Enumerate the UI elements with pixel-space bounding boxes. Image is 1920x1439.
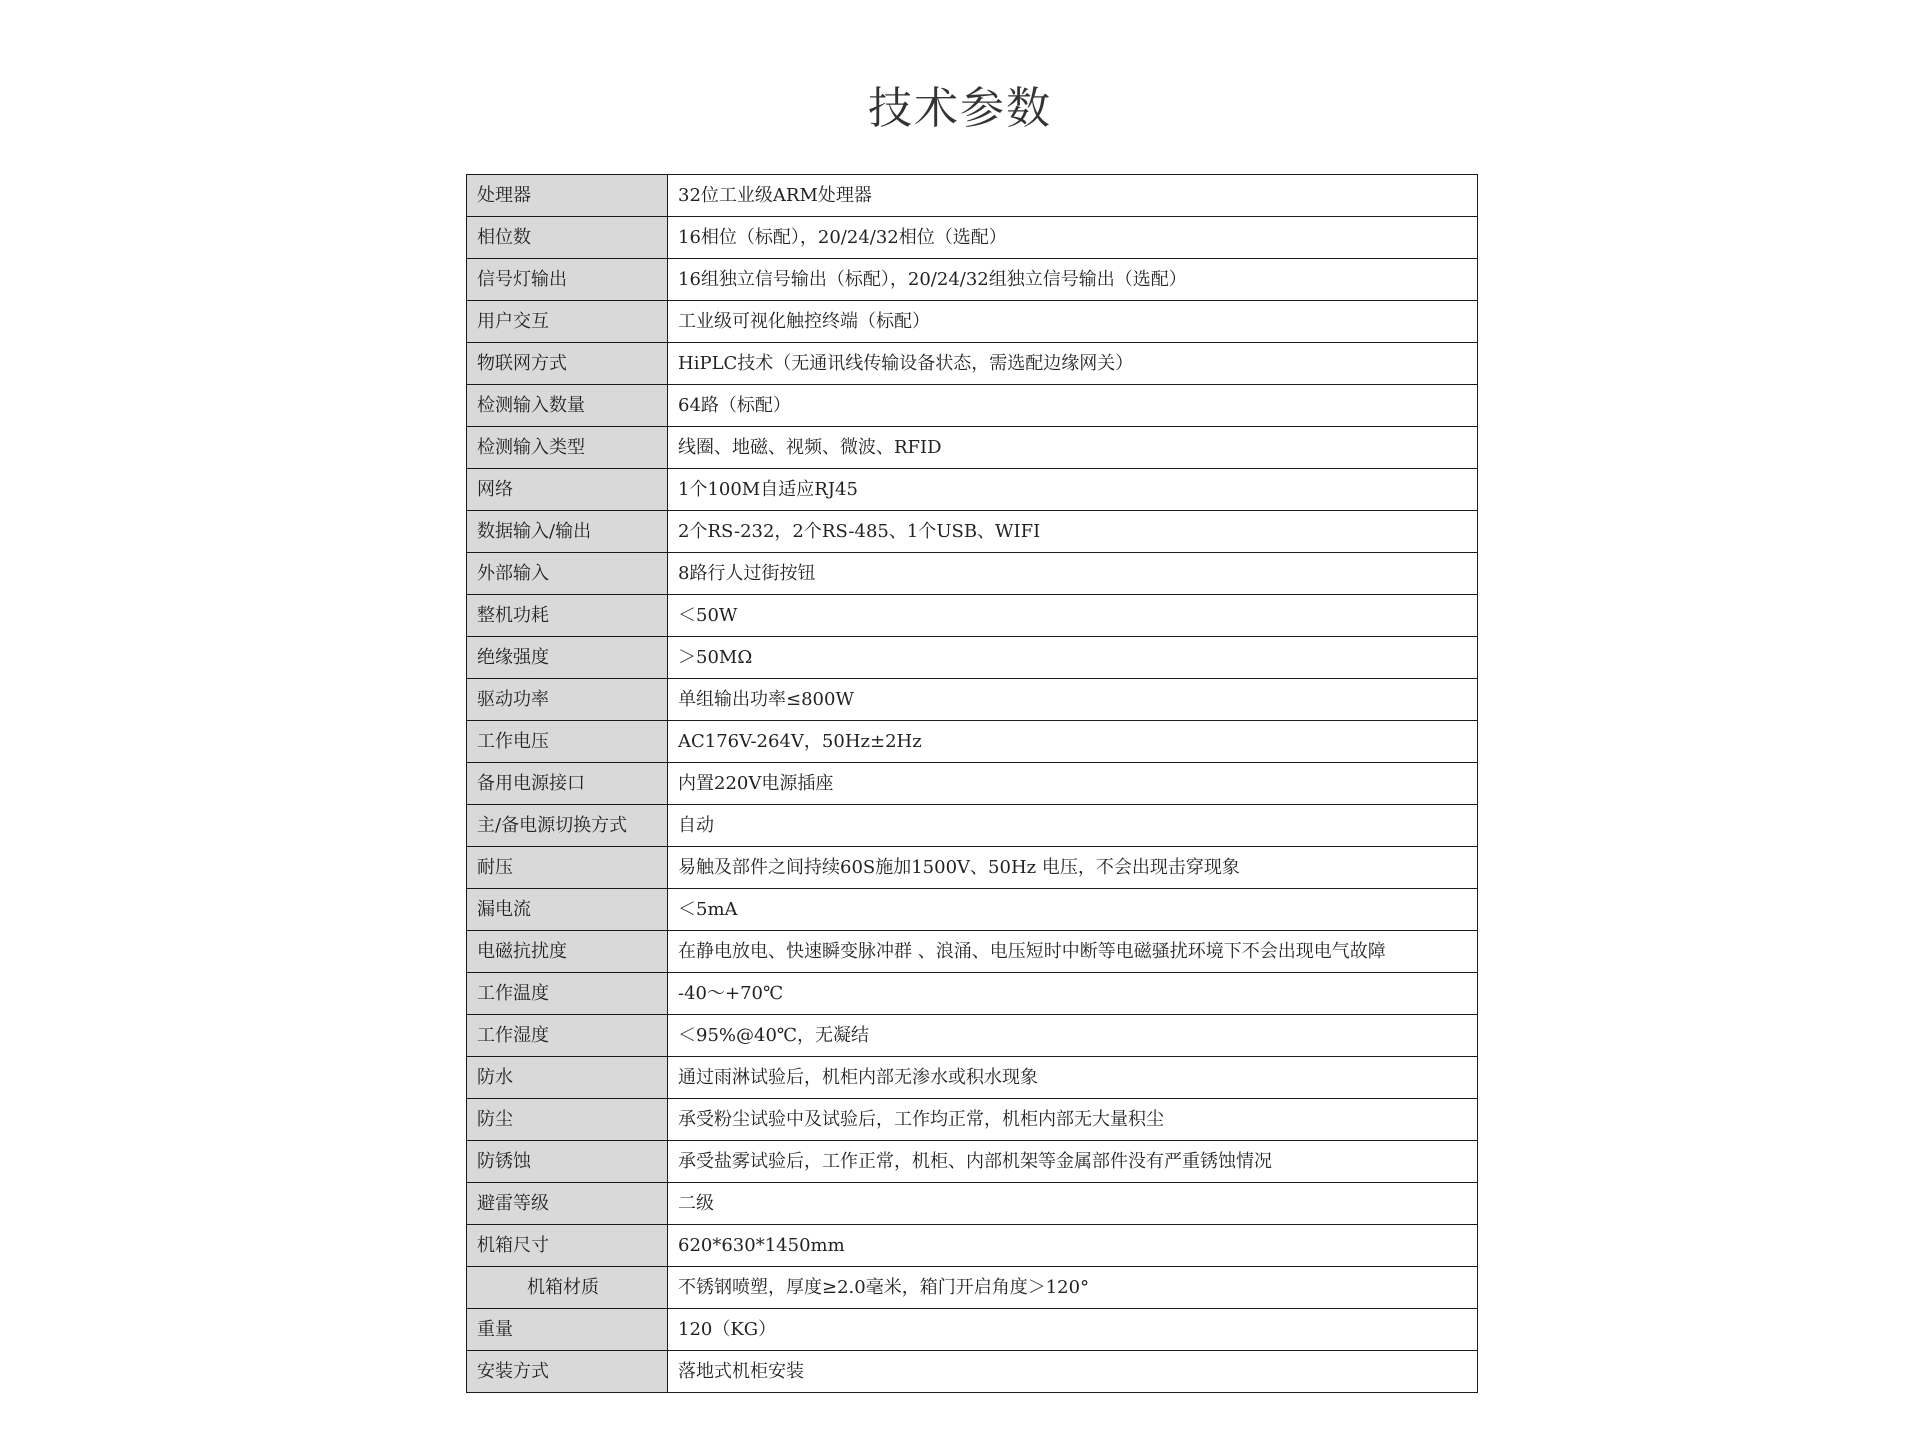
table-row	[467, 1057, 1478, 1099]
table-row	[467, 427, 1478, 469]
row-label: 信号灯输出	[467, 259, 668, 301]
row-label: 备用电源接口	[467, 763, 668, 805]
row-value: -40～+70℃	[668, 973, 1478, 1015]
table-row	[467, 343, 1478, 385]
row-label: 工作电压	[467, 721, 668, 763]
row-label: 数据输入/输出	[467, 511, 668, 553]
row-label: 工作温度	[467, 973, 668, 1015]
row-value: 落地式机柜安装	[668, 1351, 1478, 1393]
page-title: 技术参数	[868, 83, 1052, 134]
row-label: 耐压	[467, 847, 668, 889]
row-value: 2个RS-232，2个RS-485、1个USB、WIFI	[668, 511, 1478, 553]
row-value: 620*630*1450mm	[668, 1225, 1478, 1267]
row-value: HiPLC技术（无通讯线传输设备状态，需选配边缘网关）	[668, 343, 1478, 385]
row-label: 检测输入类型	[467, 427, 668, 469]
row-label: 漏电流	[467, 889, 668, 931]
row-label: 驱动功率	[467, 679, 668, 721]
table-row	[467, 385, 1478, 427]
table-row	[467, 889, 1478, 931]
table-row	[467, 1183, 1478, 1225]
row-label: 电磁抗扰度	[467, 931, 668, 973]
table-row	[467, 1267, 1478, 1309]
row-value: 不锈钢喷塑，厚度≥2.0毫米，箱门开启角度＞120°	[668, 1267, 1478, 1309]
row-value: ＞50MΩ	[668, 637, 1478, 679]
row-label: 安装方式	[467, 1351, 668, 1393]
row-value: 120（KG）	[668, 1309, 1478, 1351]
table-row	[467, 1015, 1478, 1057]
row-value: 8路行人过街按钮	[668, 553, 1478, 595]
table-row	[467, 721, 1478, 763]
table-row	[467, 973, 1478, 1015]
row-label: 工作湿度	[467, 1015, 668, 1057]
row-value: 承受粉尘试验中及试验后，工作均正常，机柜内部无大量积尘	[668, 1099, 1478, 1141]
row-value: 通过雨淋试验后，机柜内部无渗水或积水现象	[668, 1057, 1478, 1099]
table-row	[467, 469, 1478, 511]
row-value: 二级	[668, 1183, 1478, 1225]
spec-table	[466, 174, 1478, 1393]
table-row	[467, 259, 1478, 301]
row-label: 检测输入数量	[467, 385, 668, 427]
row-value: ＜50W	[668, 595, 1478, 637]
row-label: 重量	[467, 1309, 668, 1351]
row-label: 防尘	[467, 1099, 668, 1141]
table-row	[467, 595, 1478, 637]
table-row	[467, 805, 1478, 847]
row-label: 处理器	[467, 175, 668, 217]
row-value: ＜5mA	[668, 889, 1478, 931]
row-value: 承受盐雾试验后，工作正常，机柜、内部机架等金属部件没有严重锈蚀情况	[668, 1141, 1478, 1183]
row-value: 16组独立信号输出（标配），20/24/32组独立信号输出（选配）	[668, 259, 1478, 301]
table-row	[467, 931, 1478, 973]
row-value: 单组输出功率≤800W	[668, 679, 1478, 721]
row-label: 机箱尺寸	[467, 1225, 668, 1267]
table-row	[467, 301, 1478, 343]
table-row	[467, 763, 1478, 805]
row-label: 机箱材质	[467, 1267, 668, 1309]
row-label: 主/备电源切换方式	[467, 805, 668, 847]
row-value: 自动	[668, 805, 1478, 847]
row-value: 易触及部件之间持续60S施加1500V、50Hz 电压，不会出现击穿现象	[668, 847, 1478, 889]
row-value: 32位工业级ARM处理器	[668, 175, 1478, 217]
table-row	[467, 175, 1478, 217]
table-row	[467, 553, 1478, 595]
row-label: 防锈蚀	[467, 1141, 668, 1183]
table-row	[467, 679, 1478, 721]
row-label: 防水	[467, 1057, 668, 1099]
row-label: 避雷等级	[467, 1183, 668, 1225]
row-value: 1个100M自适应RJ45	[668, 469, 1478, 511]
table-row	[467, 637, 1478, 679]
row-value: 内置220V电源插座	[668, 763, 1478, 805]
row-label: 物联网方式	[467, 343, 668, 385]
row-value: 工业级可视化触控终端（标配）	[668, 301, 1478, 343]
row-label: 用户交互	[467, 301, 668, 343]
row-label: 网络	[467, 469, 668, 511]
table-row	[467, 1351, 1478, 1393]
table-row	[467, 217, 1478, 259]
table-row	[467, 1099, 1478, 1141]
table-row	[467, 847, 1478, 889]
row-label: 绝缘强度	[467, 637, 668, 679]
table-row	[467, 1225, 1478, 1267]
row-value: AC176V-264V，50Hz±2Hz	[668, 721, 1478, 763]
row-value: ＜95%@40℃，无凝结	[668, 1015, 1478, 1057]
table-row	[467, 1141, 1478, 1183]
row-value: 64路（标配）	[668, 385, 1478, 427]
table-row	[467, 511, 1478, 553]
row-label: 外部输入	[467, 553, 668, 595]
table-row	[467, 1309, 1478, 1351]
row-label: 相位数	[467, 217, 668, 259]
row-label: 整机功耗	[467, 595, 668, 637]
row-value: 16相位（标配），20/24/32相位（选配）	[668, 217, 1478, 259]
row-value: 线圈、地磁、视频、微波、RFID	[668, 427, 1478, 469]
row-value: 在静电放电、快速瞬变脉冲群 、浪涌、电压短时中断等电磁骚扰环境下不会出现电气故障	[668, 931, 1478, 973]
